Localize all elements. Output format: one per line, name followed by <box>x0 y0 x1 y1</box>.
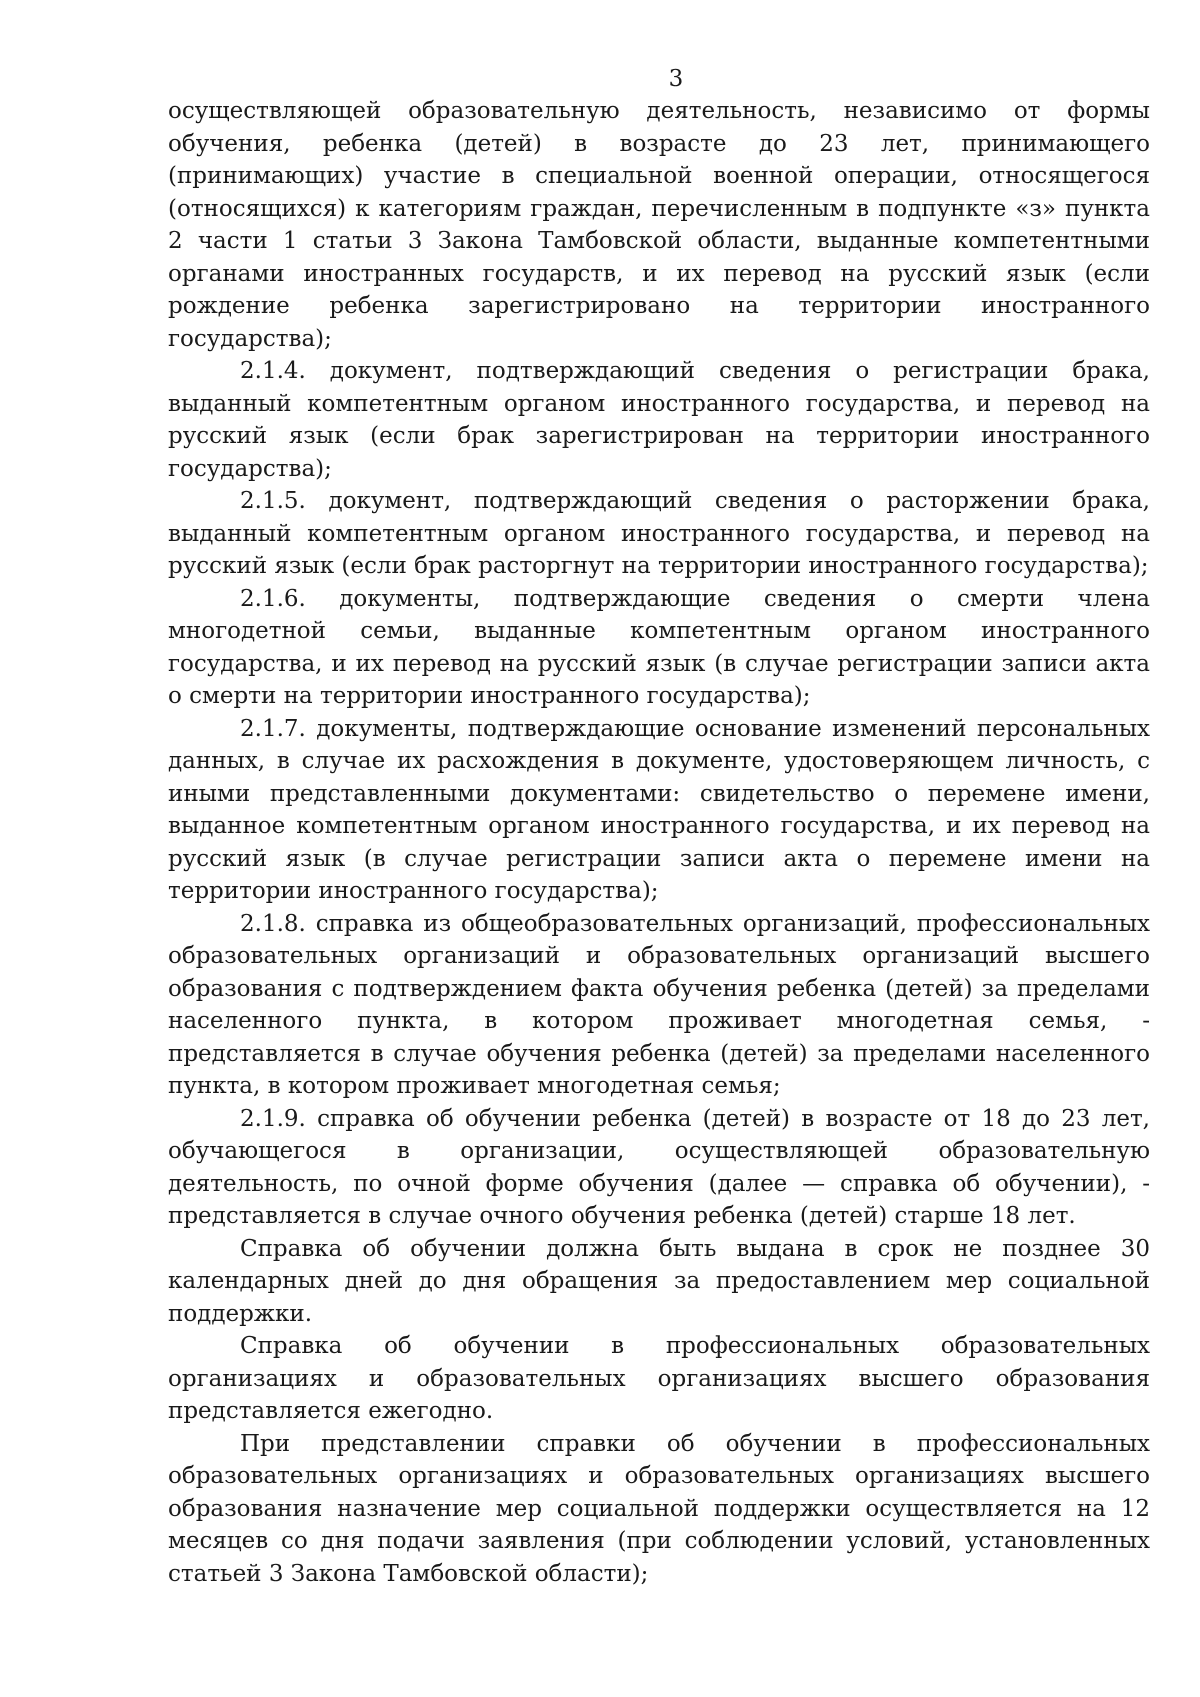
paragraph-continuation: осуществляющей образовательную деятельность, независимо от формы обучения, ребенка (детей) в возрасте до 23 лет, принимающего (принимающих) участие в специальной военной операции, относящегося (относящихся) к категориям граждан, перечисленным в подпункте «з» пункта 2 части 1 статьи 3 Закона Тамбовской области, выданные компетентными органами иностранных государств, и их перевод на русский язык (если рождение ребенка зарегистрировано на территории иностранного государства); <box>168 98 1150 352</box>
paragraph-2-1-6: 2.1.6. документы, подтверждающие сведения о смерти члена многодетной семьи, выданные компетентным органом иностранного государства, и их перевод на русский язык (в случае регистрации записи акта о смерти на территории иностранного государства); <box>168 585 1150 709</box>
paragraph-2-1-8: 2.1.8. справка из общеобразовательных организаций, профессиональных образовательных организаций и образовательных организаций высшего образования с подтверждением факта обучения ребенка (детей) за пределами населенного пункта, в котором проживает многодетная семья, - представляется в случае обучения ребенка (детей) за пределами населенного пункта, в котором проживает многодетная семья; <box>168 910 1150 1099</box>
paragraph-2-1-5: 2.1.5. документ, подтверждающий сведения о расторжении брака, выданный компетентным органом иностранного государства, и перевод на русский язык (если брак расторгнут на территории иностранного государства); <box>168 488 1150 579</box>
paragraph-support-period: При представлении справки об обучении в профессиональных образовательных организациях и образовательных организациях высшего образования назначение мер социальной поддержки осуществляется на 12 месяцев со дня подачи заявления (при соблюдении условий, установленных статьей 3 Закона Тамбовской области); <box>168 1430 1150 1587</box>
page-number: 3 <box>668 66 684 92</box>
paragraph-2-1-9: 2.1.9. справка об обучении ребенка (детей) в возрасте от 18 до 23 лет, обучающегося в организации, осуществляющей образовательную деятельность, по очной форме обучения (далее — справка об обучении), - представляется в случае очного обучения ребенка (детей) старше 18 лет. <box>168 1105 1150 1229</box>
paragraph-2-1-4: 2.1.4. документ, подтверждающий сведения о регистрации брака, выданный компетентным органом иностранного государства, и перевод на русский язык (если брак зарегистрирован на территории иностранного государства); <box>168 358 1150 482</box>
document-body <box>168 95 1150 1590</box>
paragraph-2-1-7: 2.1.7. документы, подтверждающие основание изменений персональных данных, в случае их расхождения в документе, удостоверяющем личность, с иными представленными документами: свидетельство о перемене имени, выданное компетентным органом иностранного государства, и их перевод на русский язык (в случае регистрации записи акта о перемене имени на территории иностранного государства); <box>168 715 1150 904</box>
paragraph-certificate-annual: Справка об обучении в профессиональных образовательных организациях и образовательных организациях высшего образования представляется ежегодно. <box>168 1333 1150 1424</box>
paragraph-certificate-term: Справка об обучении должна быть выдана в срок не позднее 30 календарных дней до дня обращения за предоставлением мер социальной поддержки. <box>168 1235 1150 1327</box>
